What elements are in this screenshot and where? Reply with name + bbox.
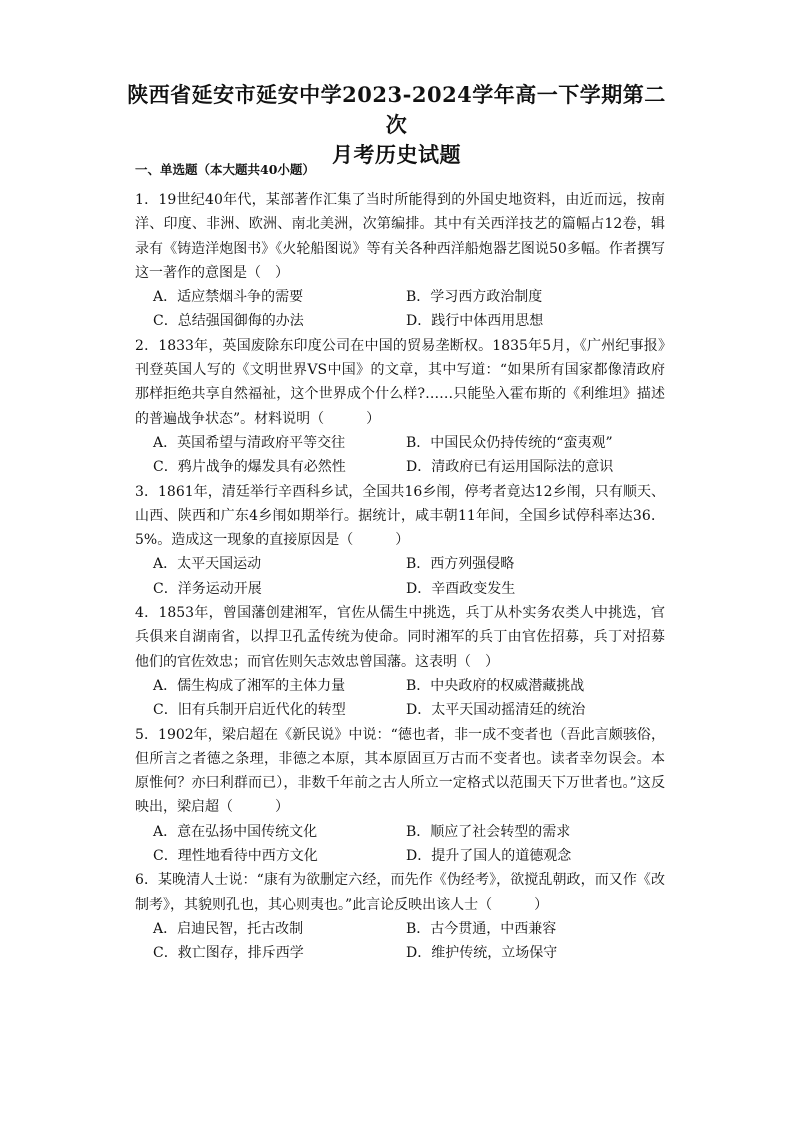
option-b: B．古今贯通，中西兼容 [406, 920, 557, 937]
exam-title-line-1: 陕西省延安市延安中学2023-2024学年高一下学期第二次 [127, 82, 666, 137]
question-3 [135, 480, 665, 601]
option-group [135, 674, 665, 723]
question-stem: 3．1861年，清廷举行辛酉科乡试，全国共16乡闱，停考者竟达12乡闱，只有顺天、山西、陕西和广东4乡闱如期举行。据统计，咸丰朝11年间，全国乡试停科率达36．5%。造成这一现象的直接原因是（ ） [135, 483, 665, 549]
option-d: D．践行中体西用思想 [406, 313, 544, 330]
option-d: D．清政府已有运用国际法的意识 [406, 459, 614, 476]
option-group [135, 552, 665, 601]
option-d: D．提升了国人的道德观念 [406, 848, 572, 865]
question-stem: 4．1853年，曾国藩创建湘军，官佐从儒生中挑选，兵丁从朴实务农类人中挑选，官兵俱来自湖南省，以捍卫孔孟传统为使命。同时湘军的兵丁由官佐招募，兵丁对招募他们的官佐效忠；而官佐则矢志效忠曾国藩。这表明（ ） [135, 605, 665, 670]
exam-title [120, 80, 673, 170]
question-1 [135, 188, 665, 334]
option-a: A．太平天国运动 [153, 556, 262, 573]
option-a: A．儒生构成了湘军的主体力量 [153, 677, 346, 694]
option-b: B．中国民众仍持传统的“蛮夷观” [406, 434, 613, 451]
option-c: C．总结强国御侮的办法 [153, 313, 304, 330]
option-b: B．顺应了社会转型的需求 [406, 823, 571, 840]
option-a: A．启迪民智，托古改制 [153, 920, 304, 937]
question-stem: 1．19世纪40年代，某部著作汇集了当时所能得到的外国史地资料，由近而远，按南洋、印度、非洲、欧洲、南北美洲，次第编排。其中有关西洋技艺的篇幅占12卷，辑录有《铸造洋炮图书》《火轮船图说》等有关各种西洋船炮器艺图说50多幅。作者撰写这一著作的意图是（ ） [135, 192, 665, 281]
option-c: C．洋务运动开展 [153, 580, 262, 597]
option-c: C．理性地看待中西方文化 [153, 848, 318, 865]
question-2 [135, 334, 665, 480]
option-group [135, 820, 665, 869]
option-group [135, 917, 665, 966]
option-group [135, 285, 665, 334]
exam-title-line-2: 月考历史试题 [332, 142, 461, 167]
question-stem: 5．1902年，梁启超在《新民说》中说：“德也者，非一成不变者也（吾此言颇骇俗，但所言之者德之条理，非德之本原，其本原固亘万古而不变者也。读者幸勿误会。本原惟何？亦曰利群而已），非数千年前之古人所立一定格式以范围天下万世者也。”这反映出，梁启超（ ） [135, 726, 665, 816]
option-b: B．西方列强侵略 [406, 556, 515, 573]
question-4 [135, 601, 665, 722]
question-list [135, 188, 665, 966]
question-stem: 2．1833年，英国废除东印度公司在中国的贸易垄断权。1835年5月，《广州纪事报》刊登英国人写的《文明世界VS中国》的文章，其中写道：“如果所有国家都像清政府那样拒绝共享自然福祉，这个世界成个什么样?……只能坠入霍布斯的《利维坦》描述的普遍战争状态”。材料说明（ ） [135, 337, 665, 427]
option-a: A．意在弘扬中国传统文化 [153, 823, 318, 840]
question-6 [135, 868, 665, 965]
option-a: A．英国希望与清政府平等交往 [153, 434, 346, 451]
option-c: C．鸦片战争的爆发具有必然性 [153, 459, 346, 476]
question-stem: 6．某晚清人士说：“康有为欲删定六经，而先作《伪经考》，欲搅乱朝政，而又作《改制考》，其貌则孔也，其心则夷也。”此言论反映出该人士（ ） [135, 872, 665, 913]
option-group [135, 431, 665, 480]
option-a: A．适应禁烟斗争的需要 [153, 289, 304, 306]
option-b: B．中央政府的权威潜藏挑战 [406, 677, 585, 694]
question-5 [135, 723, 665, 869]
option-d: D．辛酉政变发生 [406, 580, 516, 597]
option-d: D．太平天国动摇清廷的统治 [406, 702, 586, 719]
option-d: D．维护传统，立场保守 [406, 945, 558, 962]
option-c: C．旧有兵制开启近代化的转型 [153, 702, 346, 719]
section-heading: 一、单选题（本大题共40小题） [135, 162, 315, 177]
option-c: C．救亡图存，排斥西学 [153, 945, 304, 962]
option-b: B．学习西方政治制度 [406, 289, 543, 306]
